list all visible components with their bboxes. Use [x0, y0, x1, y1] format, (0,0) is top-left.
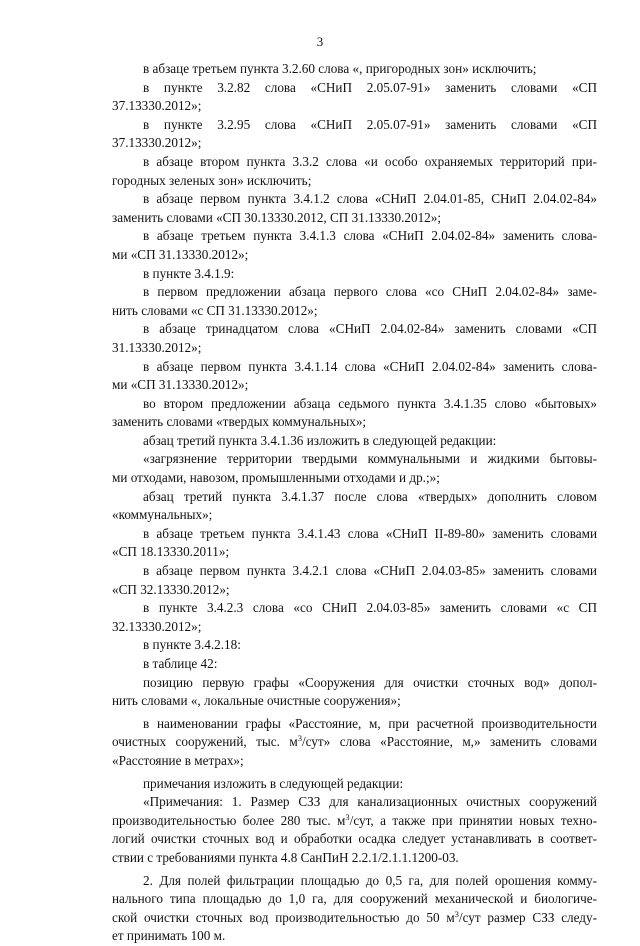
text-line-content: «СП 18.13330.2011»; [112, 544, 230, 560]
text-line [112, 525, 597, 544]
text-line [112, 506, 597, 525]
text-line [112, 358, 597, 377]
text-line [112, 339, 597, 358]
text-line [112, 812, 597, 831]
text-line-content: ствии с требованиями пункта 4.8 СанПиН 2.2.1/2.1.1.1200-03. [112, 849, 459, 865]
text-line-content: 32.13330.2012»; [112, 618, 202, 634]
text-line-content: «Примечания: 1. Размер СЗЗ для канализационных очистных сооружений [143, 794, 597, 810]
superscript: 3 [345, 811, 350, 822]
text-line-content: ми «СП 31.13330.2012»; [112, 246, 249, 262]
text-line-content: очистных сооружений, тыс. м [112, 734, 298, 750]
text-line-content: 37.13330.2012»; [112, 98, 202, 114]
text-line [112, 775, 597, 794]
text-line-content: ской очистки сточных вод производительностью до 50 м [112, 909, 455, 925]
text-line [112, 209, 597, 228]
text-line [112, 636, 597, 655]
text-line [112, 190, 597, 209]
text-line-content: /сут» слова «Расстояние, м,» заменить словами [301, 734, 597, 750]
text-line [112, 432, 597, 451]
text-line-content: в абзаце тринадцатом слова «СНиП 2.04.02-84» заменить словами «СП [143, 321, 597, 337]
text-line-content: в первом предложении абзаца первого слова «со СНиП 2.04.02-84» заме- [143, 284, 597, 300]
text-line [112, 927, 597, 946]
text-line-content: в таблице 42: [143, 656, 218, 671]
text-line [112, 655, 597, 674]
text-line-content: нить словами «, локальные очистные сооружения»; [112, 693, 401, 709]
text-line [112, 116, 597, 135]
text-line [112, 283, 597, 302]
text-line [112, 793, 597, 812]
text-line-content: в наименовании графы «Расстояние, м, при расчетной производительности [143, 715, 597, 731]
text-line-content: производительностью более 280 тыс. м [112, 812, 346, 828]
text-line [112, 872, 597, 891]
text-line-content: в абзаце третьем пункта 3.4.1.43 слова «СНиП II-89-80» заменить словами [143, 525, 597, 541]
text-line-content: «СП 32.13330.2012»; [112, 581, 230, 597]
text-line [112, 413, 597, 432]
text-line-content: в абзаце третьем пункта 3.2.60 слова «, пригородных зон» исключить; [143, 61, 537, 76]
text-line [112, 60, 597, 79]
text-line-content: абзац третий пункта 3.4.1.37 после слова «твердых» дополнить словом [143, 488, 597, 504]
text-line-content: /сут, а также при принятии новых техно- [349, 812, 597, 828]
text-line-content: логий очистки сточных вод и обработки осадка следует устанавливать в соответ- [112, 831, 597, 847]
text-line-content: 2. Для полей фильтрации площадью до 0,5 га, для полей орошения комму- [143, 872, 597, 888]
text-line-content: ет принимать 100 м. [112, 928, 226, 944]
text-line [112, 97, 597, 116]
text-line-content: примечания изложить в следующей редакции: [143, 775, 404, 791]
text-line [112, 469, 597, 488]
text-line-content: в абзаце первом пункта 3.4.1.14 слова «СНиП 2.04.02-84» заменить слова- [143, 358, 597, 374]
text-line [112, 849, 597, 868]
text-line-content: в пункте 3.4.1.9: [143, 265, 235, 281]
text-line-content: ми «СП 31.13330.2012»; [112, 377, 249, 393]
text-line [112, 227, 597, 246]
text-line-content: в пункте 3.2.95 слова «СНиП 2.05.07-91» заменить словами «СП [143, 116, 597, 132]
superscript: 3 [454, 908, 459, 919]
text-line-content: нить словами «с СП 31.13330.2012»; [112, 302, 318, 318]
text-line-content: в абзаце третьем пункта 3.4.1.3 слова «СНиП 2.04.02-84» заменить слова- [143, 228, 597, 244]
text-line-content: 31.13330.2012»; [112, 339, 202, 355]
text-line-content: в абзаце первом пункта 3.4.2.1 слова «СНиП 2.04.03-85» заменить словами [143, 563, 597, 579]
text-line [112, 909, 597, 928]
text-line-content: нального типа площадью до 1,0 га, для сооружений механической и биологиче- [112, 891, 597, 907]
text-line [112, 320, 597, 339]
text-line-content: 37.13330.2012»; [112, 135, 202, 151]
text-line [112, 692, 597, 711]
text-line-content: в пункте 3.4.2.18: [143, 637, 241, 653]
text-line [112, 302, 597, 321]
text-line [112, 715, 597, 734]
text-line [112, 890, 597, 909]
text-line-content: «загрязнение территории твердыми коммунальными и жидкими бытовы- [143, 451, 597, 467]
text-line [112, 450, 597, 469]
text-line-content: «Расстояние в метрах»; [112, 752, 244, 768]
text-line-content: заменить словами «твердых коммунальных»; [112, 414, 367, 430]
text-line-content: позицию первую графы «Сооружения для очистки сточных вод» допол- [143, 674, 597, 690]
text-line [112, 733, 597, 752]
text-line-content: в пункте 3.2.82 слова «СНиП 2.05.07-91» заменить словами «СП [143, 79, 597, 95]
text-line [112, 153, 597, 172]
text-line-content: в пункте 3.4.2.3 слова «со СНиП 2.04.03-85» заменить словами «с СП [143, 600, 597, 616]
text-line [112, 543, 597, 562]
text-line-content: заменить словами «СП 30.13330.2012, СП 31.13330.2012»; [112, 209, 442, 225]
text-line-content: во втором предложении абзаца седьмого пункта 3.4.1.35 слово «бытовых» [143, 395, 597, 411]
text-line-content: в абзаце первом пункта 3.4.1.2 слова «СНиП 2.04.01-85, СНиП 2.04.02-84» [143, 191, 597, 207]
text-line-content: ми отходами, навозом, промышленными отходами и др.;»; [112, 470, 440, 486]
text-line-content: «коммунальных»; [112, 507, 213, 523]
document-body [112, 60, 597, 946]
text-line [112, 674, 597, 693]
text-line [112, 172, 597, 191]
text-line [112, 562, 597, 581]
text-line [112, 395, 597, 414]
superscript: 3 [297, 733, 302, 744]
text-line [112, 488, 597, 507]
text-line [112, 581, 597, 600]
text-line-content: /сут размер СЗЗ следу- [458, 909, 597, 925]
text-line-content: в абзаце втором пункта 3.3.2 слова «и особо охраняемых территорий при- [143, 153, 597, 169]
text-line-content: абзац третий пункта 3.4.1.36 изложить в следующей редакции: [143, 432, 497, 448]
text-line [112, 752, 597, 771]
text-line [112, 246, 597, 265]
text-line-content: городных зеленых зон» исключить; [112, 172, 312, 188]
text-line [112, 376, 597, 395]
text-line [112, 79, 597, 98]
text-line [112, 830, 597, 849]
text-line [112, 599, 597, 618]
text-line [112, 618, 597, 637]
text-line [112, 134, 597, 153]
page-number: 3 [316, 34, 324, 49]
text-line [112, 265, 597, 284]
